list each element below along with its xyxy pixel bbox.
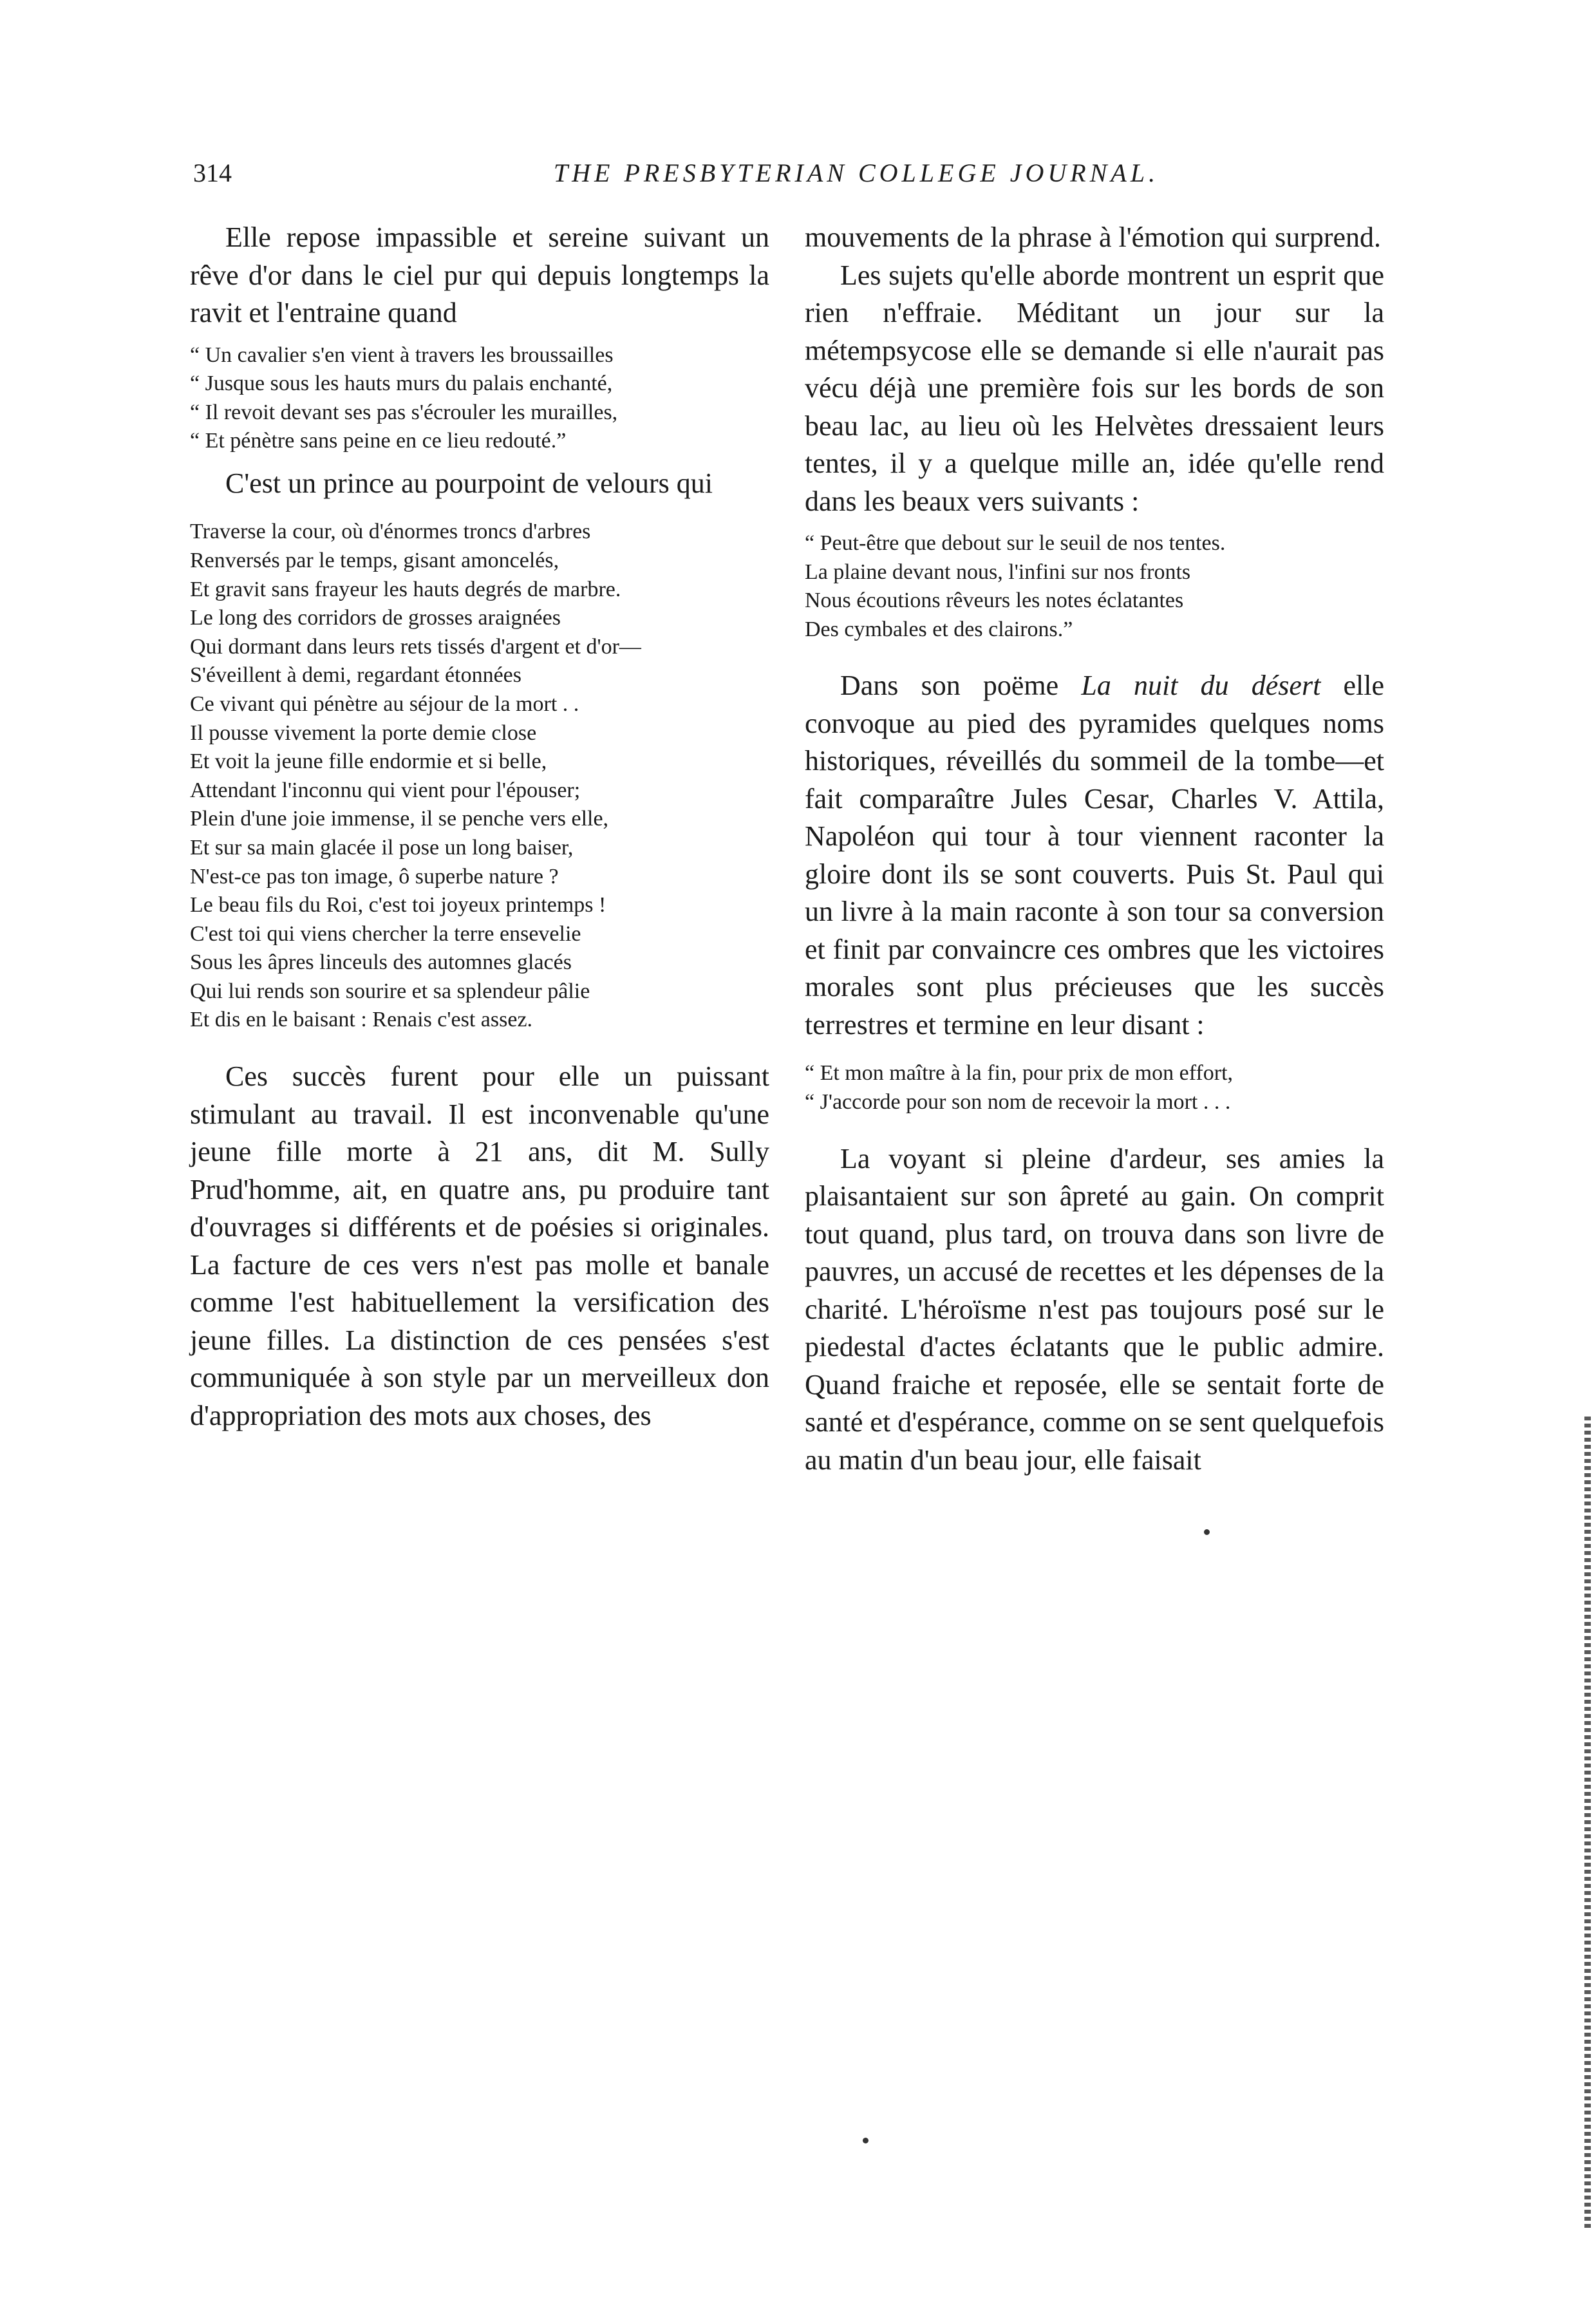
- verse-line: “ Et pénètre sans peine en ce lieu redouté.”: [190, 429, 567, 453]
- verse-line: Attendant l'inconnu qui vient pour l'épouser;: [190, 778, 581, 802]
- running-title: THE PRESBYTERIAN COLLEGE JOURNAL.: [553, 158, 1159, 187]
- verse-line: Et sur sa main glacée il pose un long baiser,: [190, 835, 574, 860]
- verse-line: S'éveillent à demi, regardant étonnées: [190, 663, 521, 688]
- paragraph: Ces succès furent pour elle un puissant stimulant au travail. Il est inconvenable qu'une jeune fille morte à 21 ans, dit M. Sully Prud'homme, ait, en quatre ans, pu produire tant d'ouvrages si différents et de poésies si originales. La facture de ces vers n'est pas molle et banale comme l'est habituellement la versification des jeune filles. La distinction de ces pensées s'est communiquée à son style par un merveilleux don d'appropriation des mots aux choses, des: [190, 1060, 769, 1431]
- poem-title: La nuit du désert: [1081, 670, 1321, 702]
- verse-line: Qui lui rends son sourire et sa splendeur pâlie: [190, 979, 590, 1003]
- verse-line: La plaine devant nous, l'infini sur nos fronts: [805, 560, 1191, 584]
- verse-line: “ Il revoit devant ses pas s'écrouler les murailles,: [190, 400, 618, 424]
- print-speck: [863, 2138, 868, 2143]
- paragraph-text: elle convoque au pied des pyramides quelques noms historiques, réveillés du sommeil de la tombe—et fait comparaître Jules Cesar, Charles V. Attila, Napoléon qui tour à tour viennent raconter la gloire dont ils se sont couverts. Puis St. Paul qui un livre à la main raconte à son tour sa conversion et finit par convaincre ces ombres que les victoires morales sont plus précieuses que les succès terrestres et termine en leur disant :: [805, 670, 1384, 1041]
- verse-block: [190, 341, 769, 456]
- verse-line: Le beau fils du Roi, c'est toi joyeux printemps !: [190, 893, 606, 918]
- verse-line: Et voit la jeune fille endormie et si belle,: [190, 749, 547, 774]
- verse-line: “ J'accorde pour son nom de recevoir la mort . . .: [805, 1089, 1231, 1114]
- verse-block: [805, 1059, 1384, 1116]
- verse-line: “ Jusque sous les hauts murs du palais enchanté,: [190, 372, 613, 396]
- paragraph: C'est un prince au pourpoint de velours qui: [225, 467, 713, 499]
- verse-line: Il pousse vivement la porte demie close: [190, 720, 537, 745]
- verse-line: “ Un cavalier s'en vient à travers les broussailles: [190, 343, 614, 367]
- verse-line: Et dis en le baisant : Renais c'est assez.: [190, 1008, 533, 1032]
- left-column: [190, 219, 769, 1435]
- verse-line: Le long des corridors de grosses araignées: [190, 606, 561, 630]
- paragraph: Les sujets qu'elle aborde montrent un esprit que rien n'effraie. Méditant un jour sur la métempsycose elle se demande si elle n'aurait pas vécu déjà une première fois sur les bords de son beau lac, au lieu où les Helvètes dressaient leurs tentes, il y a quelque mille an, idée qu'elle rend dans les beaux vers suivants :: [805, 259, 1384, 517]
- paragraph: La voyant si pleine d'ardeur, ses amies la plaisantaient sur son âpreté au gain. On comprit tout quand, plus tard, on trouva dans son livre de pauvres, un accusé de recettes et les dépenses de la charité. L'héroïsme n'est pas toujours posé sur le piedestal d'actes éclatants que le public admire. Quand fraiche et reposée, elle se sentait forte de santé et d'espérance, comme on se sent quelquefois au matin d'un beau jour, elle faisait: [805, 1142, 1384, 1476]
- verse-line: Et gravit sans frayeur les hauts degrés de marbre.: [190, 577, 621, 601]
- verse-block: [190, 518, 769, 1035]
- verse-line: Ce vivant qui pénètre au séjour de la mort . .: [190, 692, 579, 716]
- verse-line: Sous les âpres linceuls des automnes glacés: [190, 950, 572, 975]
- right-column: [805, 219, 1384, 1479]
- paragraph: [805, 667, 1384, 1044]
- verse-line: “ Peut-être que debout sur le seuil de nos tentes.: [805, 531, 1226, 555]
- verse-line: Renversés par le temps, gisant amoncelés,: [190, 548, 559, 572]
- verse-line: Traverse la cour, où d'énormes troncs d'arbres: [190, 520, 591, 544]
- verse-line: Plein d'une joie immense, il se penche vers elle,: [190, 807, 609, 831]
- verse-line: “ Et mon maître à la fin, pour prix de mon effort,: [805, 1061, 1234, 1086]
- paragraph-text: Dans son poëme: [840, 670, 1082, 702]
- verse-line: C'est toi qui viens chercher la terre ensevelie: [190, 921, 581, 946]
- page-number: 314: [193, 158, 232, 187]
- paragraph: mouvements de la phrase à l'émotion qui surprend.: [805, 221, 1382, 253]
- running-header: [193, 158, 1397, 203]
- print-speck: [1204, 1529, 1210, 1535]
- verse-block: [805, 529, 1384, 644]
- verse-line: Nous écoutions rêveurs les notes éclatantes: [805, 589, 1184, 613]
- verse-line: N'est-ce pas ton image, ô superbe nature ?: [190, 864, 559, 889]
- paragraph: Elle repose impassible et sereine suivant un rêve d'or dans le ciel pur qui depuis longtemps la ravit et l'entraine quand: [190, 221, 769, 328]
- verse-line: Des cymbales et des clairons.”: [805, 617, 1073, 641]
- verse-line: Qui dormant dans leurs rets tissés d'argent et d'or—: [190, 634, 641, 659]
- scan-edge-mark: [1584, 1417, 1591, 2228]
